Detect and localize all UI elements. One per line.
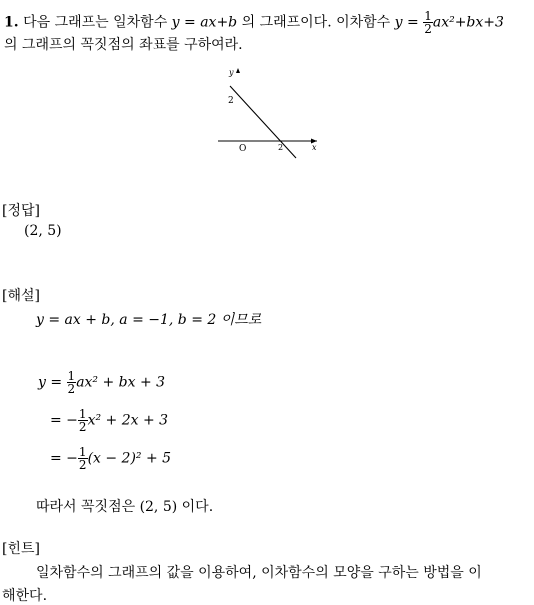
answer-value: (2, 5) xyxy=(24,223,62,239)
y-axis-arrow-icon xyxy=(236,68,240,73)
problem-text-1: 다음 그래프는 일차함수 xyxy=(23,14,168,31)
x-intercept-label: 2 xyxy=(278,143,284,152)
solution-header: [해설] xyxy=(2,288,40,304)
problem-line-1 xyxy=(4,10,504,35)
linear-graph xyxy=(214,62,324,162)
solution-conclusion: 따라서 꼭짓점은 (2, 5) 이다. xyxy=(36,499,214,515)
hint-header: [힌트] xyxy=(2,541,40,557)
problem-number: 1. xyxy=(4,14,19,31)
solution-eq-1: y = $\frac{1}{2}$ ax² + bx + 3 xyxy=(38,369,166,396)
answer-header: [정답] xyxy=(2,203,40,219)
hint-line-2: 해한다. xyxy=(2,588,48,604)
solution-eq-3: = − $\frac{1}{2}$ (x − 2)² + 5 xyxy=(50,445,172,472)
solution-eq-2: = − $\frac{1}{2}$ x² + 2x + 3 xyxy=(50,407,169,434)
origin-label: O xyxy=(239,144,247,154)
quadratic-rest: ax²+bx+3 xyxy=(432,14,504,31)
x-axis-label: x xyxy=(312,143,317,152)
problem-text-2: 의 그래프이다. 이차함수 xyxy=(241,14,391,31)
problem-line-2: 의 그래프의 꼭짓점의 좌표를 구하여라. xyxy=(4,37,243,53)
solution-line-1: y = ax + b, a = −1, b = 2 이므로 xyxy=(36,312,262,328)
linear-function: y = ax+b xyxy=(171,14,238,31)
y-intercept-label: 2 xyxy=(228,96,234,106)
quadratic-lhs: y = xyxy=(394,14,419,31)
quadratic-fraction: $\frac{1}{2}$ xyxy=(424,9,432,36)
hint-line-1: 일차함수의 그래프의 값을 이용하여, 이차함수의 모양을 구하는 방법을 이 xyxy=(36,565,482,581)
y-axis-label: y xyxy=(229,68,234,77)
